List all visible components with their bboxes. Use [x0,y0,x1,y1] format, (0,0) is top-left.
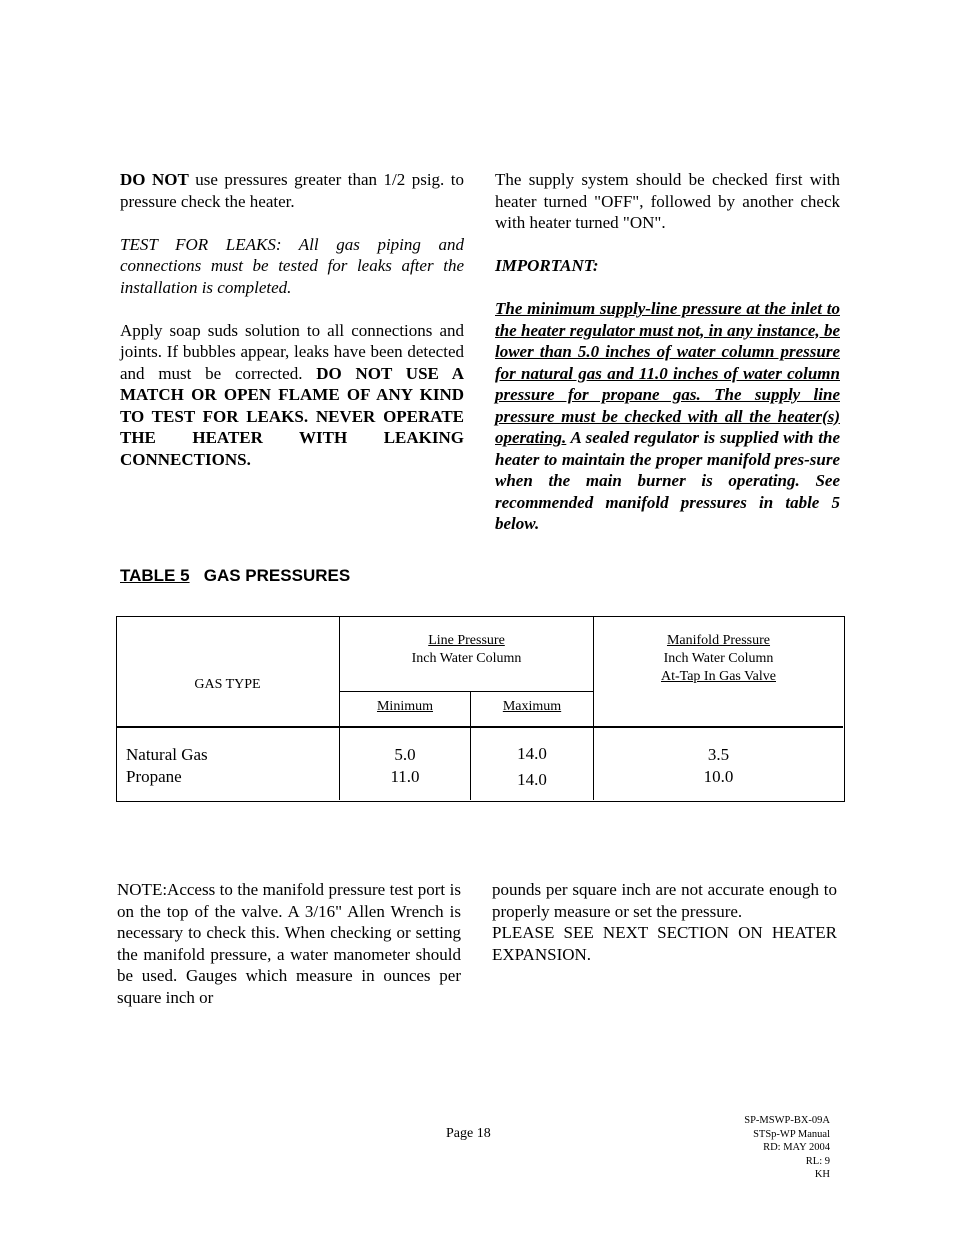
divider [117,726,843,728]
gas-type-header: GAS TYPE [194,677,261,692]
revision-date: RD: MAY 2004 [763,1142,830,1153]
table-column-maximum [471,741,593,793]
max-propane: 14.0 [517,770,547,789]
pressure-warning-text: use pressures greater than 1/2 psig. to pressure check the heater. [120,170,464,211]
table-column-minimum [340,744,470,788]
left-column [120,169,464,470]
divider [339,691,593,693]
soap-suds-text: Apply soap suds solution to all connections and joints. If bubbles appear, leaks have been detected and must be corrected. [120,320,464,383]
next-section-note: PLEASE SEE NEXT SECTION ON HEATER EXPANSION. [492,923,837,964]
soap-suds-paragraph [120,320,464,471]
document-codes [744,1114,830,1182]
test-for-leaks-paragraph: TEST FOR LEAKS: All gas piping and connections must be tested for leaks after the installation is completed. [120,234,464,297]
maximum-header [471,698,593,716]
minimum-header-text: Minimum [376,699,433,714]
table-number: TABLE 5 [120,566,190,585]
pressure-warning-paragraph [120,169,464,212]
table-row-gas-types [126,744,208,788]
manifold-pressure-unit: Inch Water Column [663,651,774,666]
min-natural: 5.0 [394,745,416,764]
important-heading: IMPORTANT: [495,256,599,275]
author-initials: KH [814,1169,830,1180]
min-propane: 11.0 [390,767,420,786]
table-column-manifold [594,744,843,788]
maximum-header-text: Maximum [502,699,562,714]
right-column [495,169,840,535]
gas-pressures-table [116,616,845,802]
manifold-pressure-title: Manifold Pressure [666,633,771,648]
gas-propane: Propane [126,767,182,786]
do-not-label: DO NOT [120,170,189,189]
revision-level: RL: 9 [805,1155,830,1167]
minimum-header [340,698,470,716]
manifold-pressure-header [594,632,843,686]
manifold-propane: 10.0 [703,767,734,786]
note-continued [492,879,837,965]
document-code: SP-MSWP-BX-09A [744,1115,830,1126]
open-flame-warning: DO NOT USE A MATCH OR OPEN FLAME OF ANY KIND TO TEST FOR LEAKS. NEVER OPERATE THE HEATER WITH LEAKING CONNECTIONS. [120,363,464,469]
table-title [120,566,350,586]
max-natural: 14.0 [517,744,547,763]
note-continued-text: pounds per square inch are not accurate enough to properly measure or set the pressure. [492,880,837,921]
gas-natural: Natural Gas [126,745,208,764]
supply-check-paragraph: The supply system should be checked first with heater turned "OFF", followed by another check with heater turned "ON". [495,170,840,232]
note-paragraph [117,879,461,1008]
note-text: NOTE:Access to the manifold pressure test port is on the top of the valve. A 3/16" Allen Wrench is necessary to check this. When checking or setting the manifold pressure, a water manometer should be used. Gauges which measure in ounces per square inch or [117,880,461,1007]
page-number: Page 18 [446,1126,491,1141]
line-pressure-header [340,632,593,668]
table-name: GAS PRESSURES [203,566,351,585]
sealed-regulator-text: A sealed regulator is supplied with the heater to maintain the proper manifold pres-sure when the main burner is operating. See recommended manifold pressures in table 5 below. [495,428,840,533]
manifold-natural: 3.5 [707,745,730,764]
line-pressure-title: Line Pressure [428,633,505,648]
manual-name: STSp-WP Manual [753,1128,830,1140]
minimum-pressure-underlined: The minimum supply-line pressure at the inlet to the heater regulator must not, in any instance, be lower than 5.0 inches of water column pressure for natural gas and 11.0 inches of water column pressure for propane gas. The supply line pressure must be checked with all the heater(s) operating. [495,299,840,447]
minimum-pressure-paragraph [495,298,840,535]
manifold-pressure-location: At-Tap In Gas Valve [660,669,776,684]
line-pressure-unit: Inch Water Column [411,651,522,666]
